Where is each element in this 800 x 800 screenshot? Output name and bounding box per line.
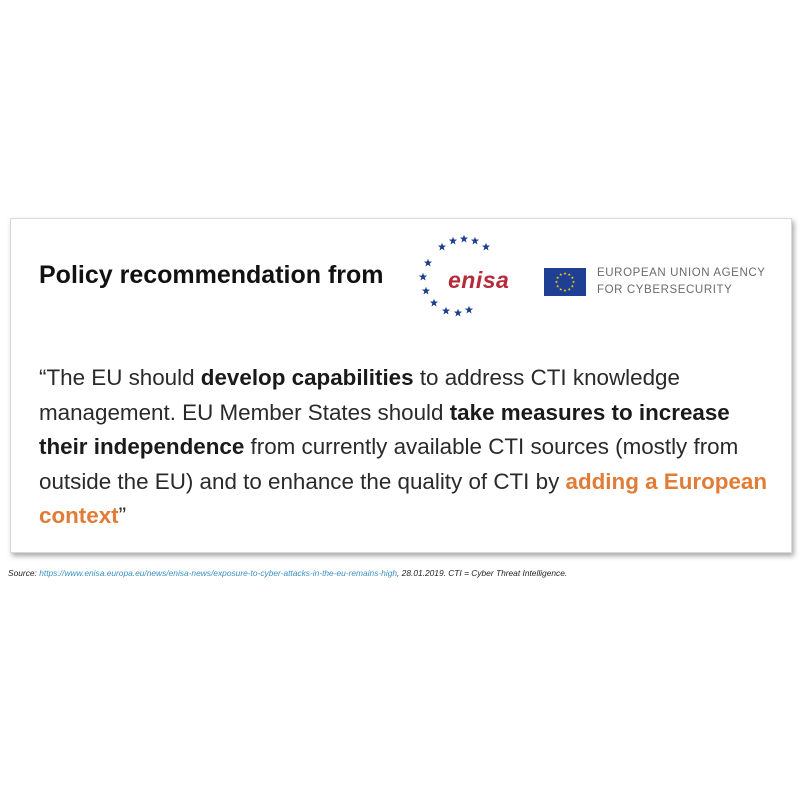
- logo-star: [482, 243, 490, 251]
- enisa-logo-text: enisa: [448, 267, 510, 293]
- logo-star: [442, 307, 450, 315]
- quote-text: from currently available CTI sources (mostly from outside the EU) and to enhance the quality of CTI by: [39, 434, 739, 494]
- policy-quote: [39, 361, 774, 534]
- logo-star: [449, 237, 457, 245]
- source-link[interactable]: https://www.enisa.europa.eu/news/enisa-news/exposure-to-cyber-attacks-in-the-eu-remains-high: [39, 568, 398, 578]
- quote-emphasis: take measures to increase their independence: [39, 399, 730, 459]
- enisa-logo: [406, 233, 518, 325]
- quote-text: to address CTI knowledge management. EU Member States should: [39, 365, 680, 425]
- agency-line-1: EUROPEAN UNION AGENCY: [597, 267, 766, 279]
- logo-star: [438, 243, 446, 251]
- quote-text: ”: [118, 503, 127, 528]
- card-heading: Policy recommendation from: [39, 261, 384, 289]
- logo-star: [419, 273, 427, 281]
- quote-emphasis: develop capabilities: [200, 365, 414, 390]
- policy-card: [10, 218, 792, 553]
- logo-star: [454, 309, 462, 317]
- eu-flag-icon: [544, 268, 586, 296]
- logo-star: [465, 306, 473, 314]
- quote-text: “The EU should: [39, 365, 201, 390]
- agency-line-2: FOR CYBERSECURITY: [597, 284, 733, 296]
- logo-star: [471, 237, 479, 245]
- source-note: [8, 568, 798, 578]
- quote-accent: adding a European context: [39, 468, 768, 528]
- logo-star: [422, 287, 430, 295]
- logo-star: [430, 299, 438, 307]
- logo-star: [460, 235, 468, 243]
- source-label: Source:: [8, 568, 37, 578]
- logo-star: [424, 259, 432, 267]
- agency-name: [597, 265, 766, 299]
- source-suffix: , 28.01.2019. CTI = Cyber Threat Intelligence.: [397, 568, 568, 578]
